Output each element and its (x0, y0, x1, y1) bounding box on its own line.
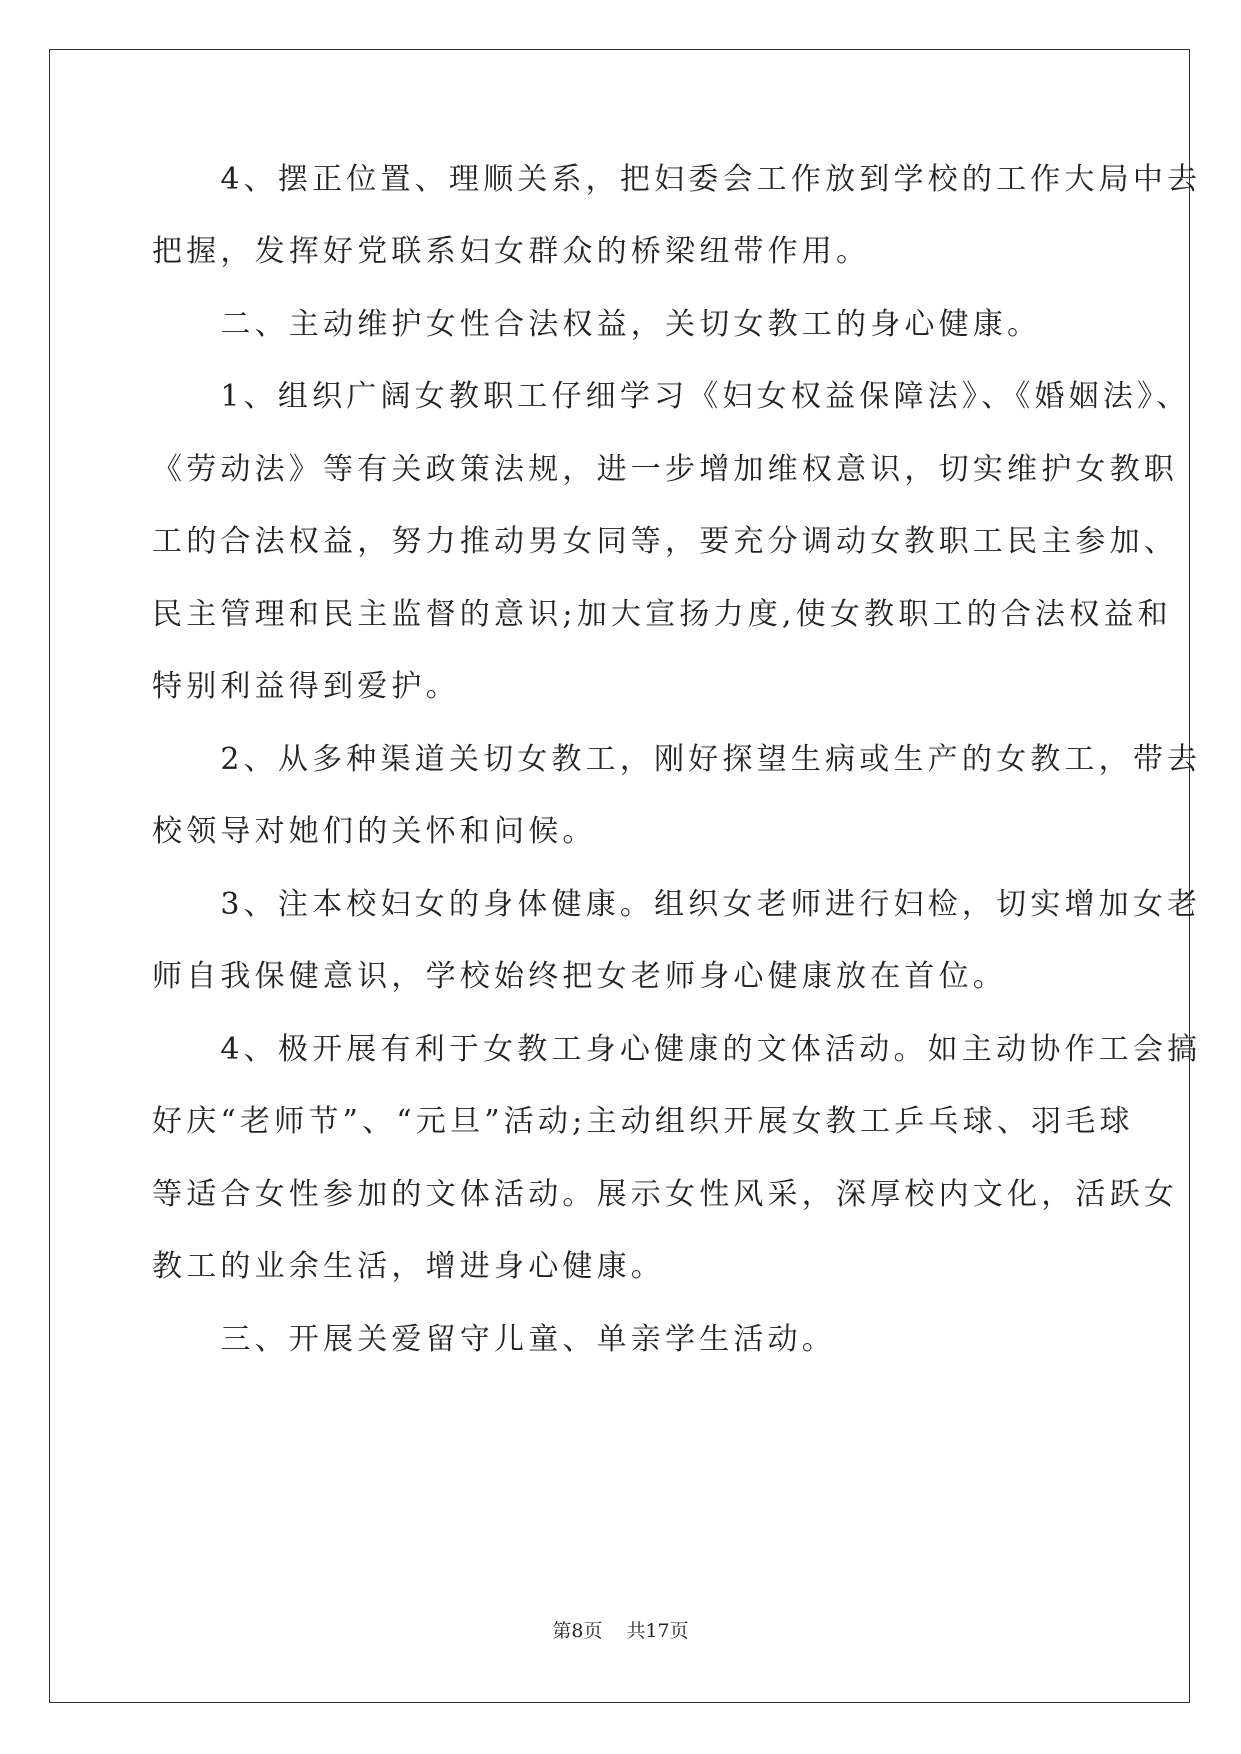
text-line: 好庆“老师节”、“元旦”活动;主动组织开展女教工乒乓球、羽毛球 (152, 1104, 1134, 1139)
text-line: 教工的业余生活，增进身心健康。 (152, 1249, 665, 1284)
text-line: 特别利益得到爱护。 (152, 669, 460, 704)
text-line: 等适合女性参加的文体活动。展示女性风采，深厚校内文化，活跃女 (152, 1177, 1178, 1212)
text-line: 民主管理和民主监督的意识;加大宣扬力度,使女教职工的合法权益和 (152, 597, 1172, 632)
text-line: 工的合法权益，努力推动男女同等，要充分调动女教职工民主参加、 (152, 524, 1178, 559)
page-total: 共17页 (626, 1620, 689, 1642)
page-number: 第8页 (552, 1620, 603, 1642)
text-line: 校领导对她们的关怀和问候。 (152, 814, 597, 849)
page-footer (0, 1616, 1241, 1643)
text-line: 二、主动维护女性合法权益，关切女教工的身心健康。 (152, 307, 1042, 342)
text-line: 三、开展关爱留守儿童、单亲学生活动。 (152, 1322, 836, 1357)
page-border (49, 49, 1190, 1703)
text-line: 4、极开展有利于女教工身心健康的文体活动。如主动协作工会搞 (152, 1032, 1202, 1067)
text-line: 4、摆正位置、理顺关系，把妇委会工作放到学校的工作大局中去 (152, 162, 1202, 197)
text-line: 3、注本校妇女的身体健康。组织女老师进行妇检，切实增加女老 (152, 887, 1202, 922)
text-line: 2、从多种渠道关切女教工，刚好探望生病或生产的女教工，带去 (152, 742, 1202, 777)
text-line: 《劳动法》等有关政策法规，进一步增加维权意识，切实维护女教职 (152, 452, 1178, 487)
text-line: 师自我保健意识，学校始终把女老师身心健康放在首位。 (152, 959, 1007, 994)
text-line: 把握，发挥好党联系妇女群众的桥梁纽带作用。 (152, 234, 871, 269)
text-line: 1、组织广阔女教职工仔细学习《妇女权益保障法》、《婚姻法》、 (152, 379, 1191, 414)
